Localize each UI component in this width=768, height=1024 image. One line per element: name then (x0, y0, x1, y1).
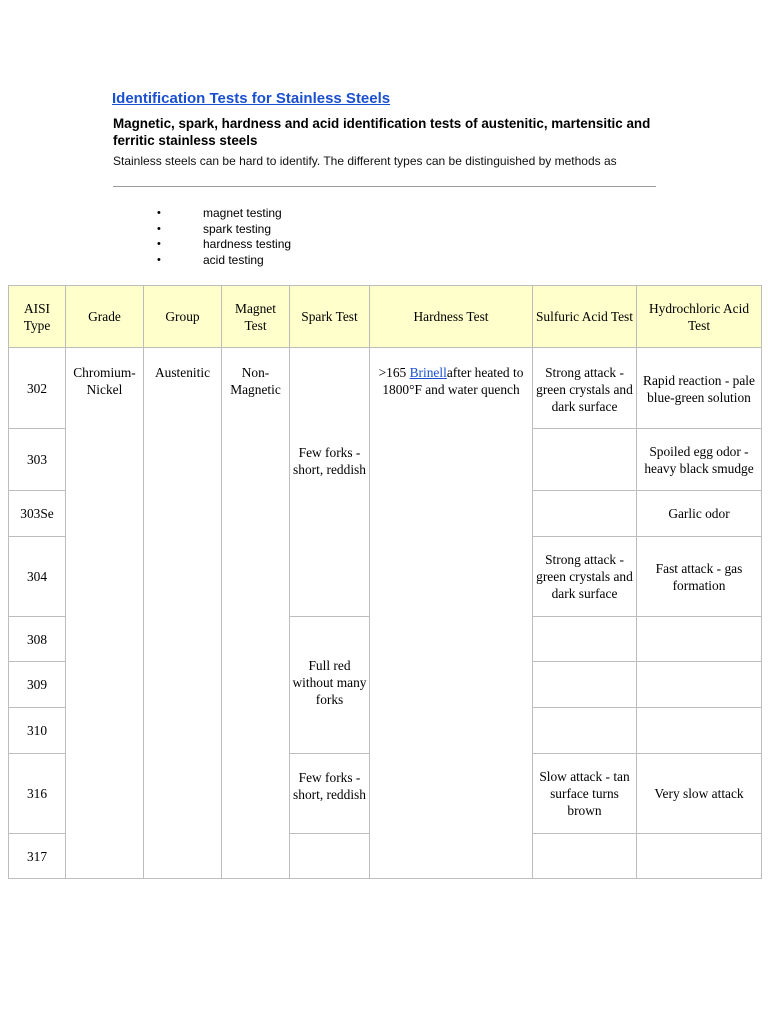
hardness-suffix: after heated to 1800°F and water quench (382, 365, 524, 397)
group-cell: Austenitic (144, 348, 222, 879)
sulfuric-acid-cell (533, 708, 637, 754)
header-magnet-test: Magnet Test (222, 286, 290, 348)
brinell-link[interactable]: Brinell (409, 365, 447, 380)
sulfuric-acid-cell (533, 617, 637, 662)
hydrochloric-acid-cell (637, 662, 762, 708)
hardness-prefix: >165 (378, 365, 410, 380)
header-spark-test: Spark Test (290, 286, 370, 348)
bullet-icon: • (157, 254, 161, 267)
sulfuric-acid-cell (533, 662, 637, 708)
hydrochloric-acid-cell: Spoiled egg odor - heavy black smudge (637, 429, 762, 491)
sulfuric-acid-cell (533, 491, 637, 537)
header-group: Group (144, 286, 222, 348)
table-row (9, 348, 762, 429)
sulfuric-acid-cell: Strong attack - green crystals and dark surface (533, 537, 637, 617)
sulfuric-acid-cell: Strong attack - green crystals and dark surface (533, 348, 637, 429)
hardness-test-cell (370, 348, 533, 879)
bullet-icon: • (157, 238, 161, 251)
sulfuric-acid-cell (533, 429, 637, 491)
table-header-row (9, 286, 762, 348)
aisi-type-cell: 317 (9, 834, 66, 879)
intro-paragraph: Stainless steels can be hard to identify. The different types can be distinguished by methods as (113, 154, 617, 168)
spark-test-cell (290, 834, 370, 879)
hydrochloric-acid-cell: Garlic odor (637, 491, 762, 537)
header-hardness-test: Hardness Test (370, 286, 533, 348)
header-sulfuric-acid-test: Sulfuric Acid Test (533, 286, 637, 348)
spark-test-cell: Few forks - short, reddish (290, 348, 370, 617)
hydrochloric-acid-cell (637, 834, 762, 879)
horizontal-rule (113, 186, 656, 187)
page-title[interactable]: Identification Tests for Stainless Steels (112, 90, 391, 107)
method-label: hardness testing (203, 237, 292, 252)
hydrochloric-acid-cell: Fast attack - gas formation (637, 537, 762, 617)
list-item (157, 222, 291, 238)
method-label: magnet testing (203, 206, 282, 220)
sulfuric-acid-cell: Slow attack - tan surface turns brown (533, 754, 637, 834)
list-item (157, 237, 291, 253)
spark-test-cell: Few forks - short, reddish (290, 754, 370, 834)
page-subtitle: Magnetic, spark, hardness and acid identification tests of austenitic, martensitic and ferritic stainless steels (113, 116, 651, 148)
list-item (157, 206, 291, 222)
hydrochloric-acid-cell: Rapid reaction - pale blue-green solution (637, 348, 762, 429)
list-item (157, 253, 291, 269)
hydrochloric-acid-cell (637, 617, 762, 662)
hydrochloric-acid-cell (637, 708, 762, 754)
aisi-type-cell: 310 (9, 708, 66, 754)
aisi-type-cell: 309 (9, 662, 66, 708)
magnet-test-cell: Non-Magnetic (222, 348, 290, 879)
bullet-icon: • (157, 222, 161, 235)
bullet-icon: • (157, 207, 161, 219)
method-label: spark testing (203, 221, 272, 236)
method-label: acid testing (203, 253, 264, 268)
test-methods-list (157, 206, 291, 269)
sulfuric-acid-cell (533, 834, 637, 879)
aisi-type-cell: 308 (9, 617, 66, 662)
spark-test-cell: Full red without many forks (290, 617, 370, 754)
aisi-type-cell: 304 (9, 537, 66, 617)
aisi-type-cell: 303 (9, 429, 66, 491)
aisi-type-cell: 303Se (9, 491, 66, 537)
hydrochloric-acid-cell: Very slow attack (637, 754, 762, 834)
grade-cell: Chromium-Nickel (66, 348, 144, 879)
header-aisi-type: AISI Type (9, 286, 66, 348)
header-hydrochloric-acid-test: Hydrochloric Acid Test (637, 286, 762, 348)
header-grade: Grade (66, 286, 144, 348)
identification-table (8, 285, 762, 879)
aisi-type-cell: 316 (9, 754, 66, 834)
aisi-type-cell: 302 (9, 348, 66, 429)
